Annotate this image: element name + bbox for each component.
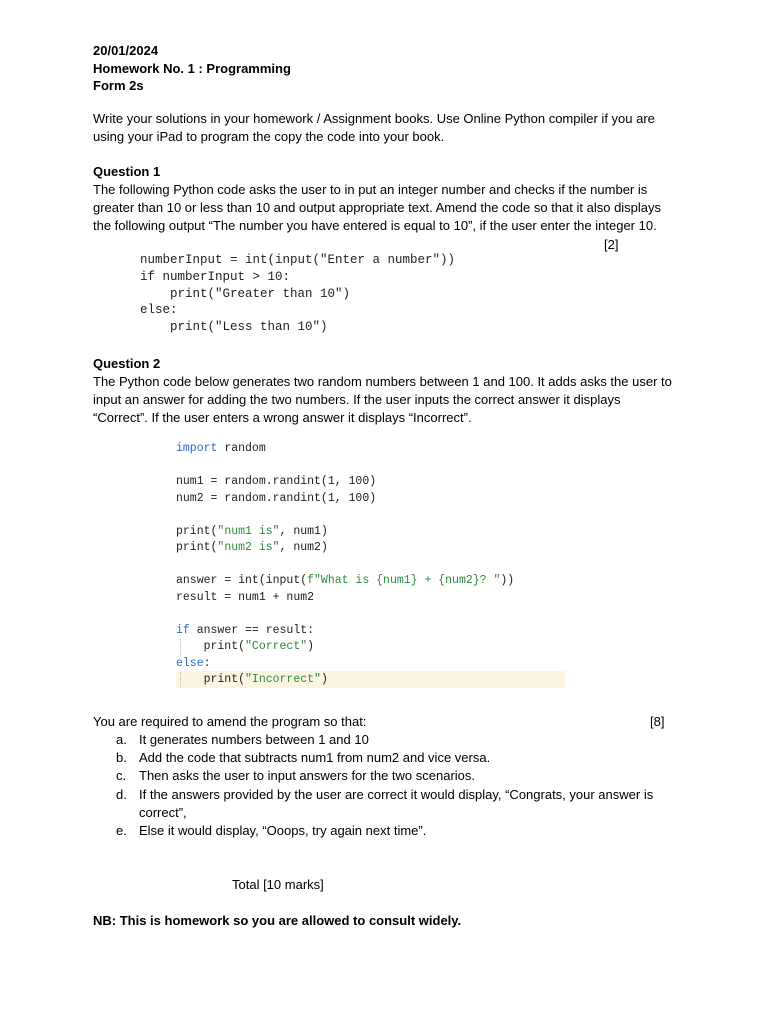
- code-line: if numberInput > 10:: [140, 269, 291, 284]
- q1-line: The following Python code asks the user to in put an integer number and checks if the number is: [93, 182, 648, 197]
- list-marker: c.: [116, 768, 127, 784]
- question-2-code: [176, 441, 514, 689]
- code-text: random: [217, 442, 266, 455]
- code-text: answer = int(input(: [176, 574, 308, 587]
- code-text: print(: [176, 640, 246, 653]
- code-line: [176, 639, 514, 656]
- code-line: print("Less than 10"): [140, 320, 328, 335]
- blank-line: [176, 458, 514, 475]
- list-marker: b.: [116, 750, 127, 766]
- keyword: import: [176, 442, 218, 455]
- blank-line: [176, 557, 514, 574]
- list-text: correct”,: [139, 804, 187, 820]
- code-line: num2 = random.randint(1, 100): [176, 491, 377, 505]
- list-text: Then asks the user to input answers for the two scenarios.: [139, 768, 476, 784]
- string-literal: "num1 is": [217, 524, 280, 538]
- string-literal: "Correct": [245, 640, 308, 653]
- list-text: Add the code that subtracts num1 from num2 and vice versa.: [139, 750, 491, 766]
- list-marker: e.: [116, 822, 127, 838]
- code-line: [176, 573, 514, 590]
- code-text: , num2): [279, 541, 328, 554]
- code-line: print("Greater than 10"): [140, 286, 351, 301]
- nb-note: NB: This is homework so you are allowed to consult widely.: [93, 913, 462, 928]
- code-text: ): [320, 673, 328, 686]
- blank-line: [176, 606, 514, 623]
- form-label: Form 2s: [93, 78, 144, 93]
- string-literal: f"What is {num1} + {num2}? ": [307, 574, 501, 587]
- code-line: [176, 656, 514, 673]
- code-line: num1 = random.randint(1, 100): [176, 475, 377, 488]
- date: 20/01/2024: [93, 43, 159, 58]
- code-line: [176, 672, 514, 689]
- requirements-intro: You are required to amend the program so that:: [93, 714, 367, 729]
- list-text: Else it would display, “Ooops, try again next time”.: [139, 822, 427, 838]
- code-text: print(: [176, 541, 218, 554]
- code-line: [176, 540, 514, 557]
- code-text: )): [500, 574, 515, 587]
- q1-line: the following output “The number you have entered is equal to 10”, if the user enter the integer 10.: [93, 218, 657, 234]
- code-line: numberInput = int(input("Enter a number")): [140, 253, 456, 267]
- q2-line: The Python code below generates two random numbers between 1 and 100. It adds asks the user to: [93, 374, 672, 389]
- keyword: else: [176, 656, 204, 670]
- code-text: :: [203, 656, 211, 670]
- blank-line: [176, 507, 514, 524]
- list-marker: d.: [116, 786, 127, 802]
- code-text: ): [307, 640, 315, 653]
- q1-line: greater than 10 or less than 10 and output appropriate text. Amend the code so that it also displays: [93, 200, 662, 216]
- list-text: If the answers provided by the user are correct it would display, “Congrats, your answer is: [139, 786, 654, 802]
- string-literal: "Incorrect": [245, 673, 321, 686]
- keyword: if: [176, 623, 190, 637]
- intro-line: using your iPad to program the copy the code into your book.: [93, 129, 445, 145]
- code-line: [176, 623, 514, 640]
- list-text: It generates numbers between 1 and 10: [139, 732, 369, 747]
- code-text: answer == result:: [189, 623, 315, 637]
- question-2-text: [93, 373, 683, 428]
- question-1-text: [93, 181, 683, 236]
- code-text: print(: [176, 524, 218, 538]
- code-line: [176, 524, 514, 541]
- code-line: else:: [140, 303, 178, 318]
- homework-title: Homework No. 1 : Programming: [93, 61, 291, 76]
- code-line: [176, 441, 514, 458]
- code-text: print(: [176, 673, 246, 686]
- intro-line: Write your solutions in your homework / Assignment books. Use Online Python compiler if you are: [93, 111, 655, 126]
- q2-line: input an answer for adding the two numbers. If the user inputs the correct answer it displays: [93, 392, 621, 408]
- list-marker: a.: [116, 732, 127, 747]
- code-line: result = num1 + num2: [176, 590, 315, 604]
- question-1-title: Question 1: [93, 164, 161, 179]
- string-literal: "num2 is": [217, 541, 280, 554]
- total-marks: Total [10 marks]: [232, 877, 324, 892]
- question-2-marks: [8]: [650, 714, 665, 729]
- code-text: , num1): [279, 524, 328, 538]
- question-2-title: Question 2: [93, 356, 161, 371]
- intro-paragraph: [93, 110, 683, 146]
- question-1-code: [140, 252, 455, 336]
- q2-line: “Correct”. If the user enters a wrong answer it displays “Incorrect”.: [93, 410, 472, 426]
- question-1-marks: [2]: [604, 237, 619, 252]
